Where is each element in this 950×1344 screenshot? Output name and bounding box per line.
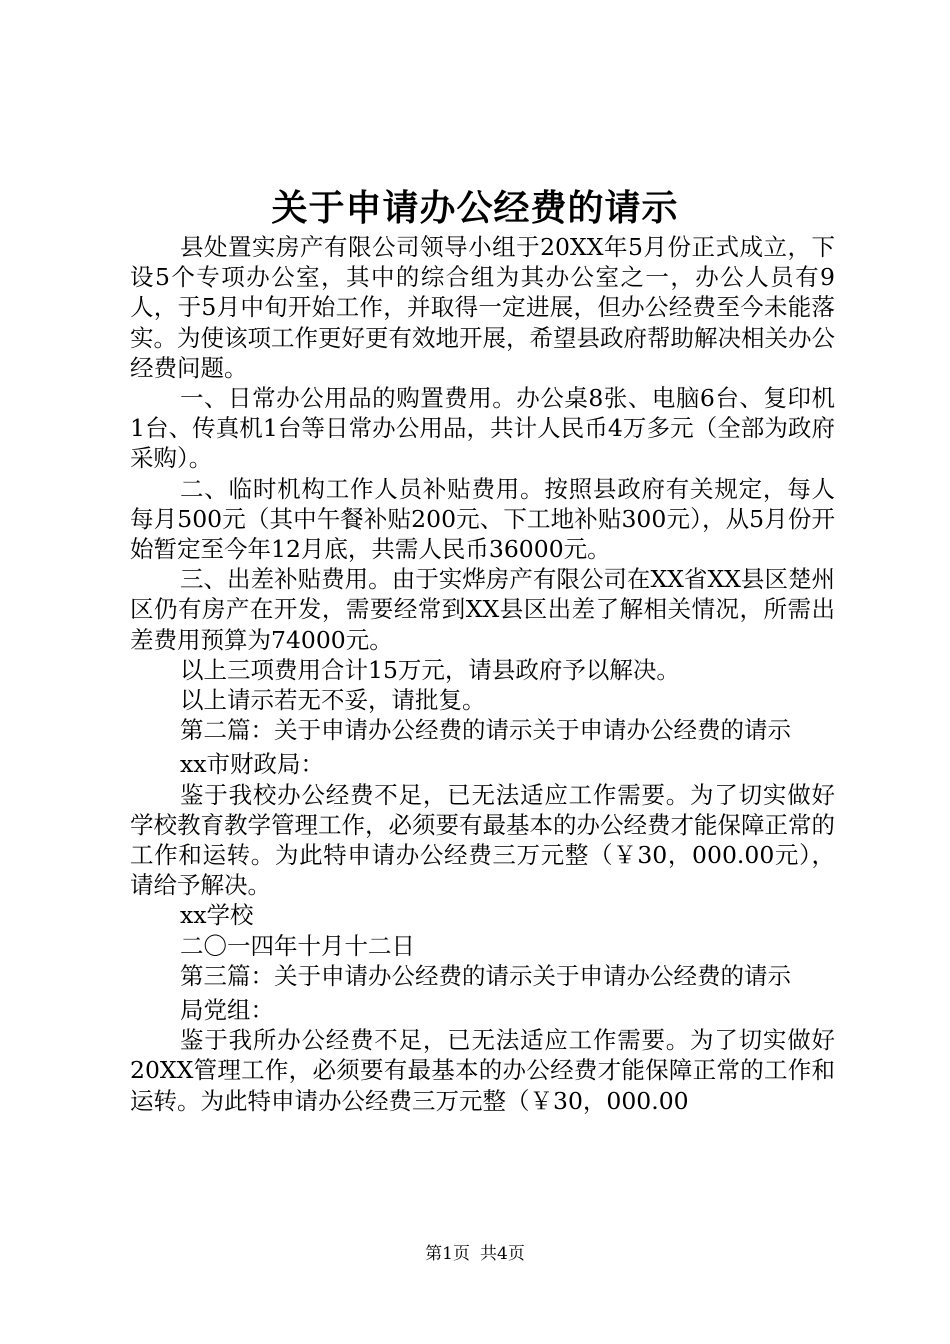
paragraph-item-3: 三、出差补贴费用。由于实烨房产有限公司在XX省XX县区楚州区仍有房产在开发，需要经常到XX县区出差了解相关情况，所需出差费用预算为74000元。 — [130, 565, 835, 654]
signature-date: 二〇一四年十月十二日 — [180, 931, 415, 960]
section-heading-3: 第三篇：关于申请办公经费的请示关于申请办公经费的请示 — [180, 961, 791, 990]
addressee-3: 局党组： — [180, 996, 274, 1025]
paragraph-intro: 县处置实房产有限公司领导小组于20XX年5月份正式成立，下设5个专项办公室，其中的综合组为其办公室之一，办公人员有9人，于5月中旬开始工作，并取得一定进展，但办公经费至今未能落实。为使该项工作更好更有效地开展，希望县政府帮助解决相关办公经费问题。 — [130, 233, 835, 382]
paragraph-request-2: 鉴于我校办公经费不足，已无法适应工作需要。为了切实做好学校教育教学管理工作，必须要有最基本的办公经费才能保障正常的工作和运转。为此特申请办公经费三万元整（￥30，000.00元），请给予解决。 — [130, 780, 835, 900]
page-number: 第1页 — [425, 1244, 470, 1264]
addressee-2: xx市财政局： — [180, 750, 325, 779]
paragraph-item-1: 一、日常办公用品的购置费用。办公桌8张、电脑6台、复印机1台、传真机1台等日常办公用品，共计人民币4万多元（全部为政府采购）。 — [130, 384, 835, 473]
page-total: 共4页 — [480, 1244, 525, 1264]
paragraph-total: 以上三项费用合计15万元，请县政府予以解决。 — [180, 655, 680, 684]
paragraph-request-3: 鉴于我所办公经费不足，已无法适应工作需要。为了切实做好20XX管理工作，必须要有最基本的办公经费才能保障正常的工作和运转。为此特申请办公经费三万元整（￥30，000.00 — [130, 1026, 835, 1115]
signature-school: xx学校 — [180, 901, 254, 930]
document-title: 关于申请办公经费的请示 — [271, 187, 679, 229]
paragraph-closing: 以上请示若无不妥，请批复。 — [180, 686, 486, 715]
paragraph-item-2: 二、临时机构工作人员补贴费用。按照县政府有关规定，每人每月500元（其中午餐补贴200元、下工地补贴300元），从5月份开始暂定至今年12月底，共需人民币36000元。 — [130, 474, 835, 564]
document-body — [130, 232, 835, 1116]
section-heading-2: 第二篇：关于申请办公经费的请示关于申请办公经费的请示 — [180, 716, 791, 745]
page-footer — [0, 1243, 950, 1265]
